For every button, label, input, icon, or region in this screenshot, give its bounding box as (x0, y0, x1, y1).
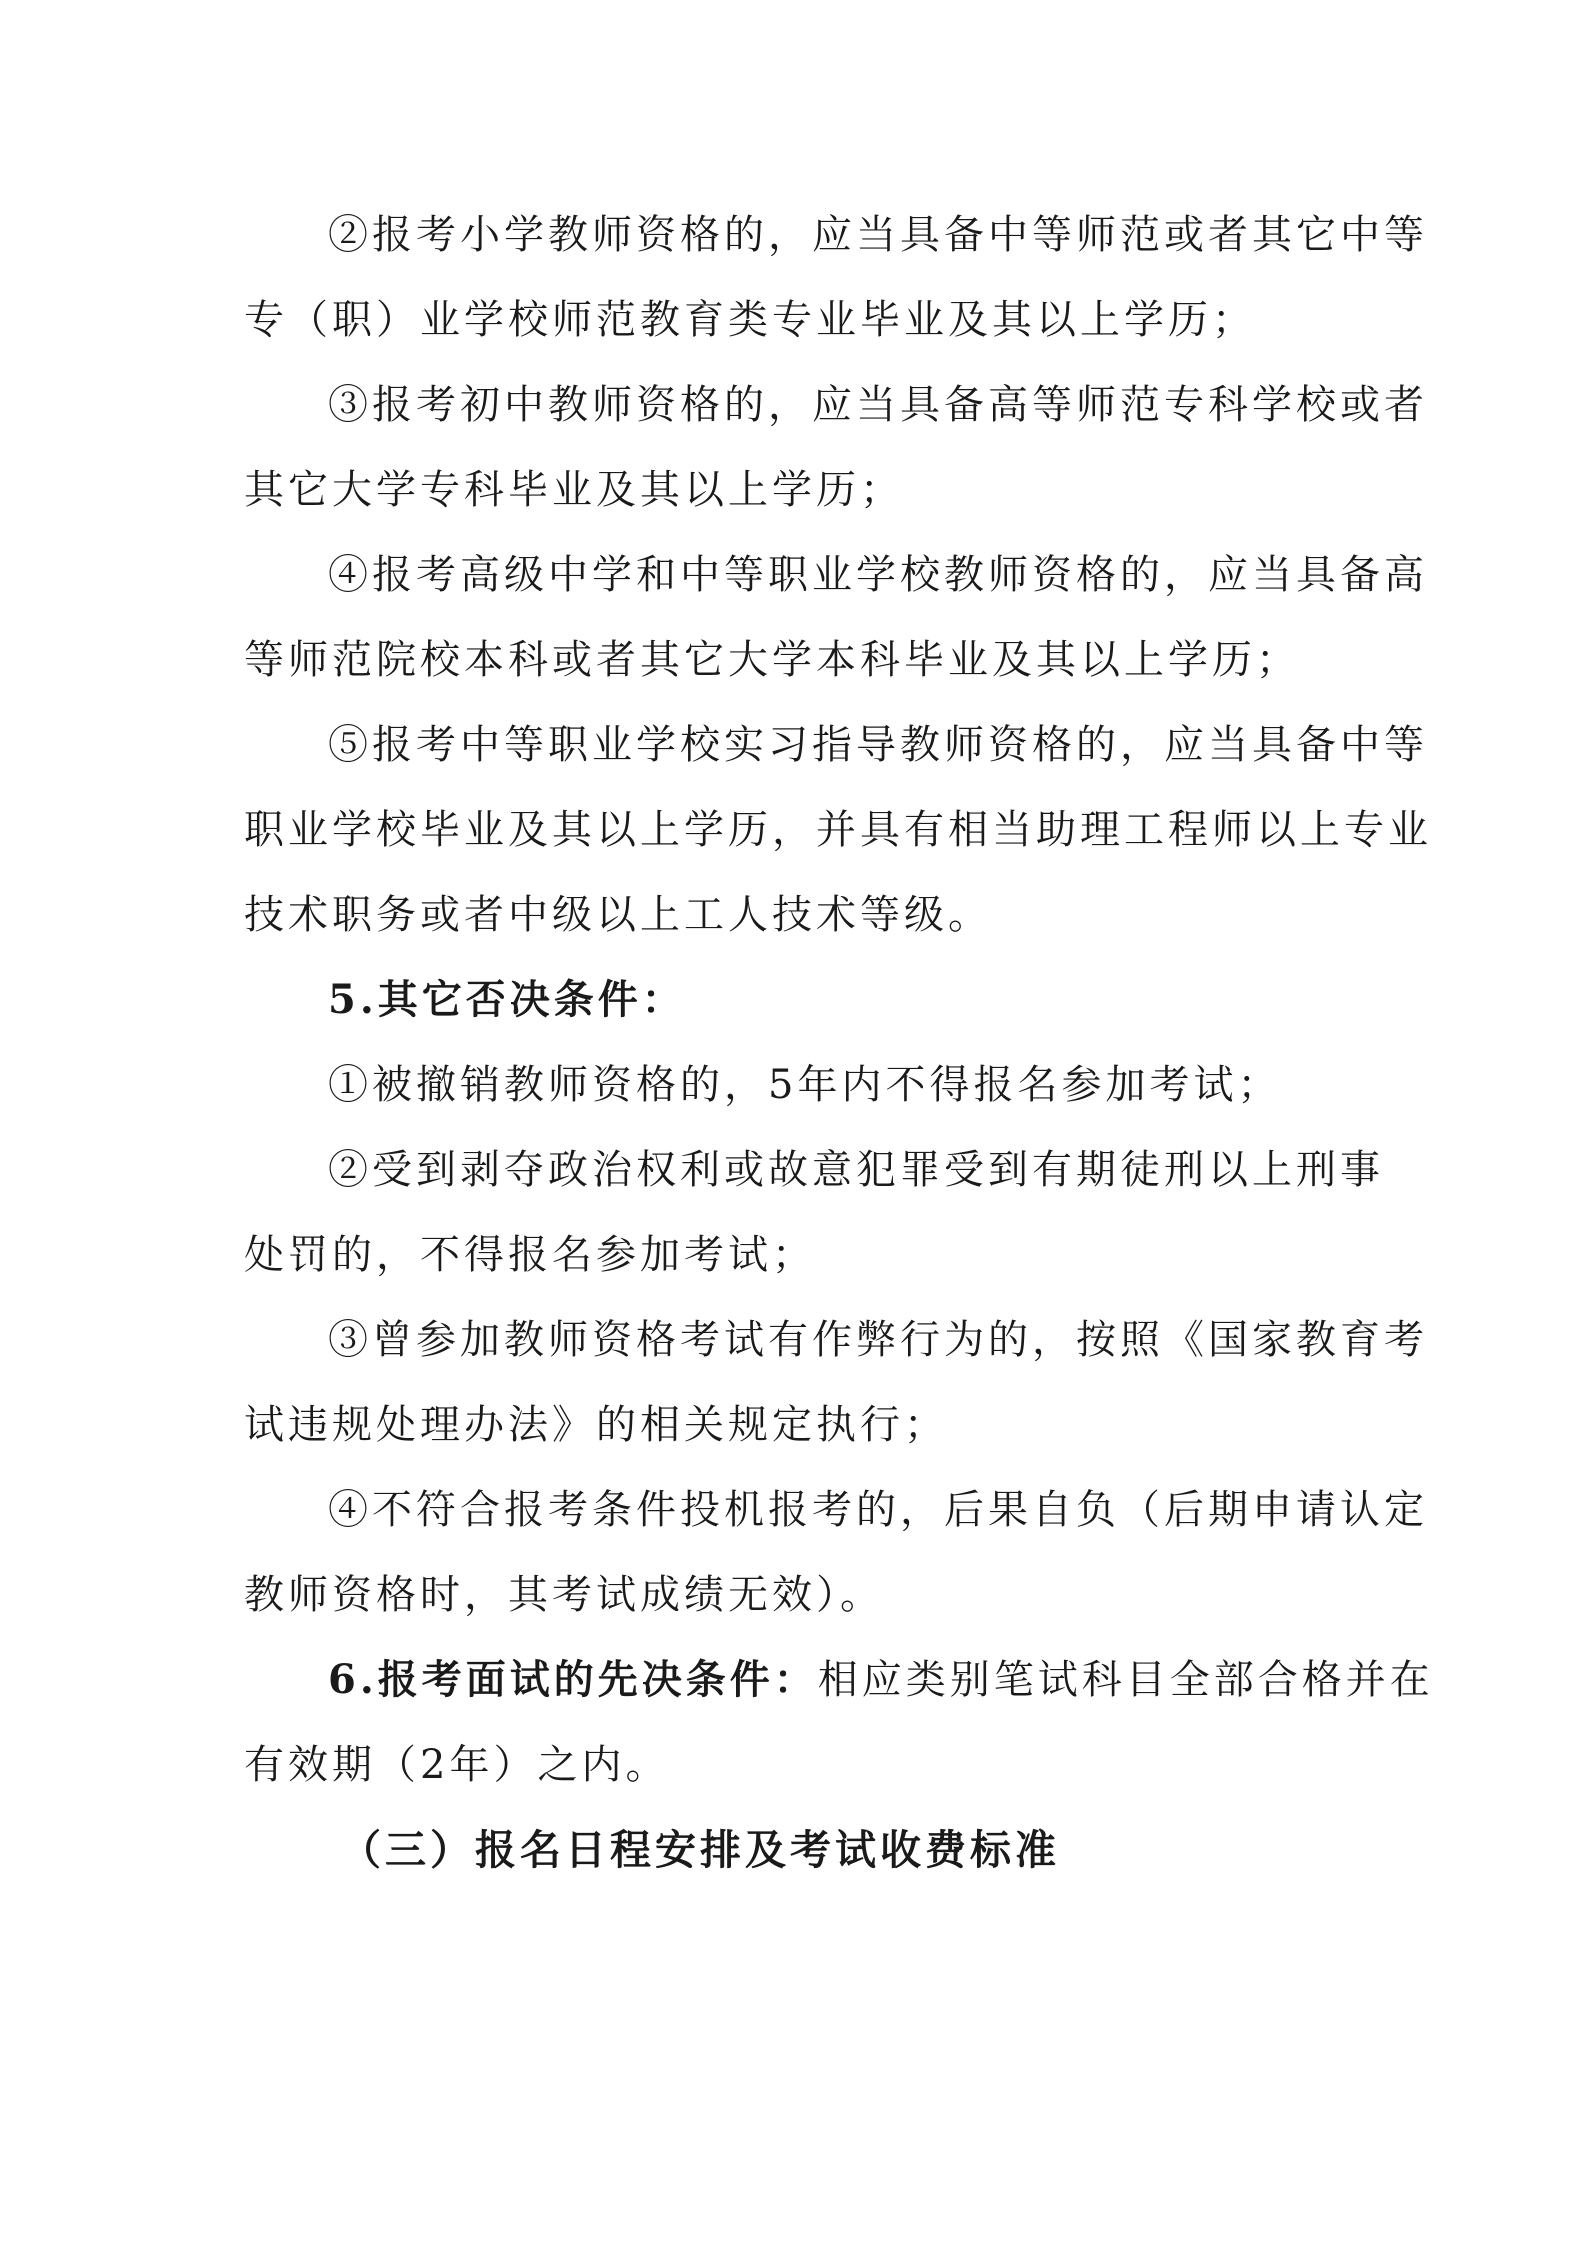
paragraph-line: ②报考小学教师资格的，应当具备中等师范或者其它中等 (328, 212, 1428, 258)
section-heading: （三）报名日程安排及考试收费标准 (340, 1826, 1060, 1874)
section-subheading: 5.其它否决条件： (328, 976, 686, 1023)
paragraph-line: ④不符合报考条件投机报考的，后果自负（后期申请认定 (328, 1487, 1428, 1533)
paragraph-line: 教师资格时，其考试成绩无效）。 (244, 1572, 884, 1618)
paragraph-line: 职业学校毕业及其以上学历，并具有相当助理工程师以上专业 (244, 807, 1432, 853)
paragraph-line: ④报考高级中学和中等职业学校教师资格的，应当具备高 (328, 552, 1428, 598)
paragraph-line: 技术职务或者中级以上工人技术等级。 (244, 892, 992, 938)
inline-text: 相应类别笔试科目全部合格并在 (817, 1657, 1434, 1703)
paragraph-line-mixed (328, 1648, 1434, 1712)
inline-bold-label: 6.报考面试的先决条件： (328, 1656, 818, 1703)
paragraph-line: ①被撤销教师资格的，5年内不得报名参加考试； (328, 1062, 1282, 1108)
paragraph-line: ③曾参加教师资格考试有作弊行为的，按照《国家教育考 (328, 1317, 1428, 1363)
paragraph-line: 有效期（2年）之内。 (244, 1742, 670, 1788)
paragraph-line: 其它大学专科毕业及其以上学历； (244, 467, 904, 513)
paragraph-line: 试违规处理办法》的相关规定执行； (244, 1402, 948, 1448)
paragraph-line: 等师范院校本科或者其它大学本科毕业及其以上学历； (244, 637, 1300, 683)
paragraph-line: ⑤报考中等职业学校实习指导教师资格的，应当具备中等 (328, 722, 1428, 768)
paragraph-line: ③报考初中教师资格的，应当具备高等师范专科学校或者 (328, 382, 1428, 428)
paragraph-line: 专（职）业学校师范教育类专业毕业及其以上学历； (244, 297, 1256, 343)
paragraph-line: ②受到剥夺政治权利或故意犯罪受到有期徒刑以上刑事 (328, 1147, 1384, 1193)
paragraph-line: 处罚的，不得报名参加考试； (244, 1232, 816, 1278)
